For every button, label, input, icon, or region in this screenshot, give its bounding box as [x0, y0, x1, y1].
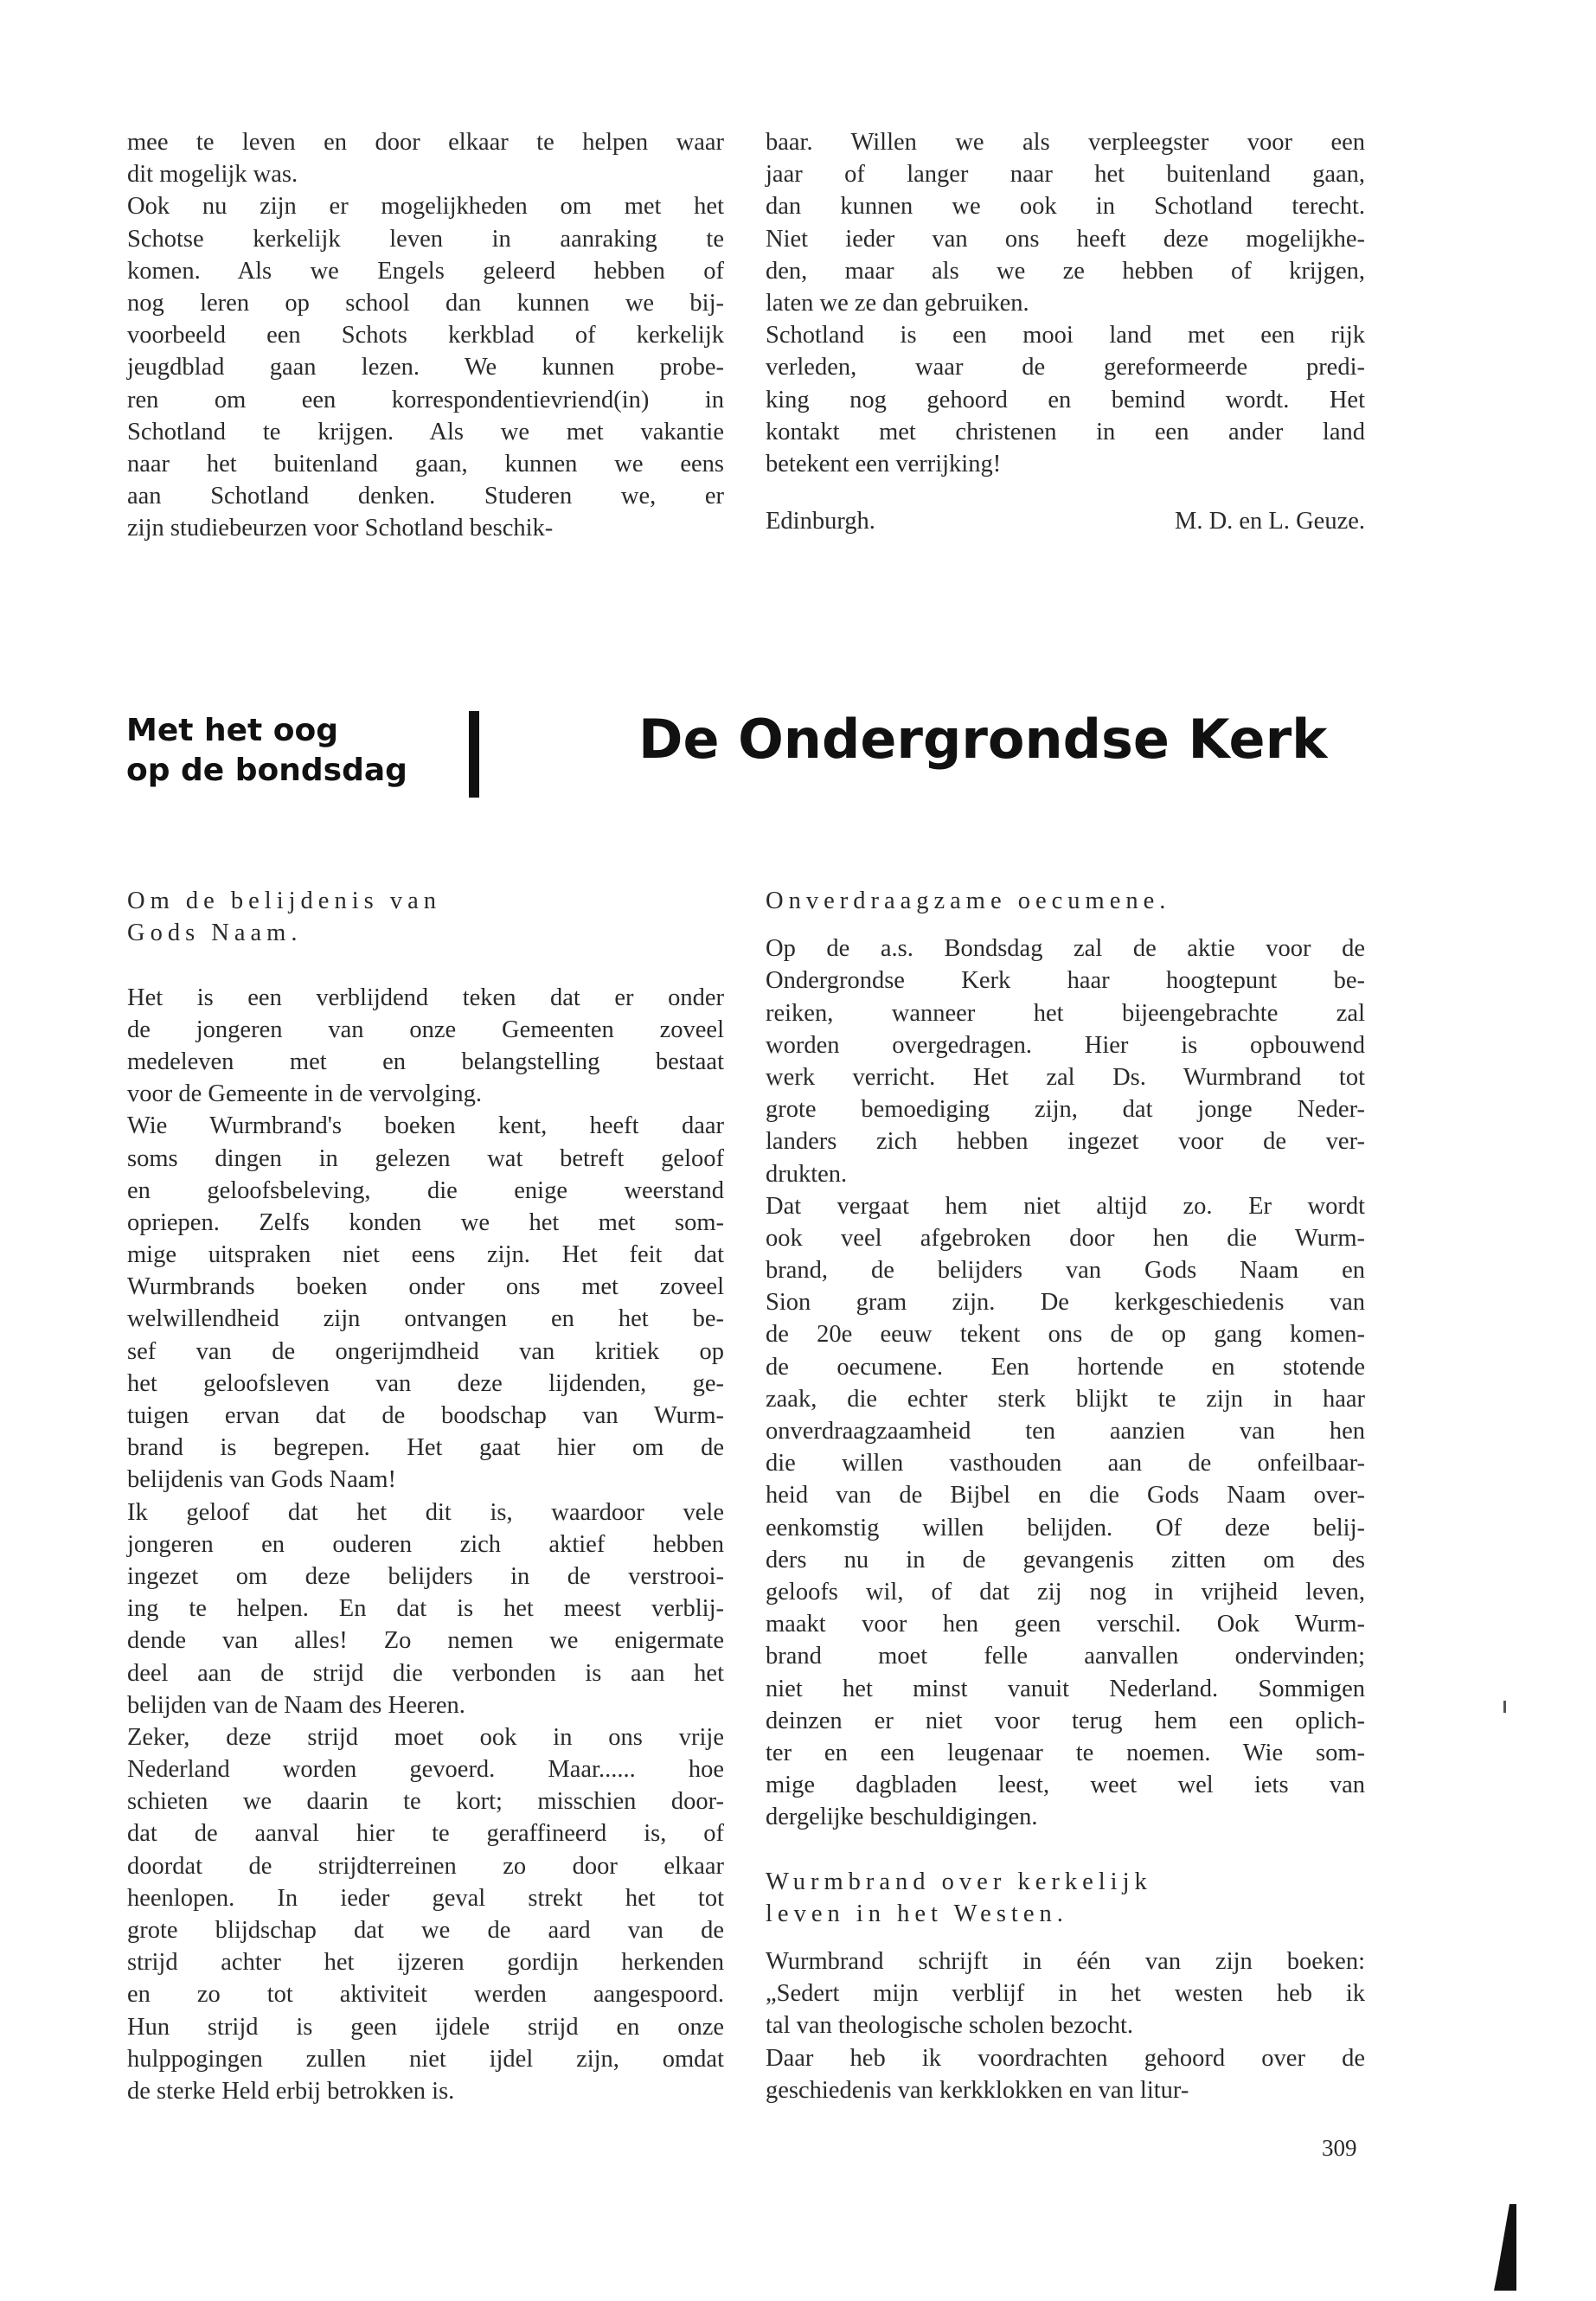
text-line: de sterke Held erbij betrokken is. [127, 2077, 455, 2105]
text-line: de 20e eeuw tekent ons de op gang komen- [766, 1321, 1365, 1349]
section-heading-bondsdag [126, 711, 407, 791]
text-line: voor de Gemeente in de vervolging. [127, 1080, 482, 1108]
text-line: doordat de strijdterreinen zo door elkaar [127, 1852, 724, 1880]
text-line: Daar heb ik voordrachten gehoord over de [766, 2044, 1365, 2072]
text-line: Schotse kerkelijk leven in aanraking te [127, 225, 724, 253]
text-line: strijd achter het ijzeren gordijn herkenden [127, 1949, 724, 1977]
text-line: zijn studiebeurzen voor Schotland beschik- [127, 515, 554, 542]
text-line: kontakt met christenen in een ander land [766, 418, 1365, 445]
text-line: Het is een verblijdend teken dat er onder [127, 984, 724, 1011]
text-line: de jongeren van onze Gemeenten zoveel [127, 1016, 724, 1043]
text-line: Ik geloof dat het dit is, waardoor vele [127, 1498, 724, 1526]
text-line: aan Schotland denken. Studeren we, er [127, 483, 724, 510]
text-line: dit mogelijk was. [127, 161, 298, 189]
text-line: opriepen. Zelfs konden we het met som- [127, 1208, 724, 1236]
text-line: belijden van de Naam des Heeren. [127, 1691, 465, 1719]
subheading: Om de belijdenis van [127, 888, 441, 914]
paragraph-gap [766, 917, 1365, 933]
text-line: het geloofsleven van deze lijdenden, ge- [127, 1369, 724, 1397]
text-line: maakt voor hen geen verschil. Ook Wurm- [766, 1611, 1365, 1638]
article-title: De Ondergrondse Kerk [638, 708, 1328, 771]
text-line: Zeker, deze strijd moet ook in ons vrije [127, 1723, 724, 1751]
text-line: worden overgedragen. Hier is opbouwend [766, 1031, 1365, 1059]
text-line: reiken, wanneer het bijeengebrachte zal [766, 999, 1365, 1027]
text-line: Nederland worden gevoerd. Maar...... hoe [127, 1756, 724, 1784]
text-line: ook veel afgebroken door hen die Wurm- [766, 1224, 1365, 1252]
text-line: tuigen ervan dat de boodschap van Wurm- [127, 1402, 724, 1429]
subheading: Wurmbrand over kerkelijk [766, 1868, 1152, 1895]
text-line: dan kunnen we ook in Schotland terecht. [766, 193, 1365, 221]
text-line: Dat vergaat hem niet altijd zo. Er wordt [766, 1192, 1365, 1220]
text-line: dat de aanval hier te geraffineerd is, of [127, 1820, 724, 1848]
text-line: mee te leven en door elkaar te helpen waar [127, 129, 724, 156]
text-line: geloofs wil, of dat zij nog in vrijheid leven, [766, 1578, 1365, 1606]
top-left-column [127, 126, 724, 544]
text-line: laten we ze dan gebruiken. [766, 289, 1029, 317]
text-line: eenkomstig willen belijden. Of deze belij- [766, 1514, 1365, 1541]
text-line: jongeren en ouderen zich aktief hebben [127, 1530, 724, 1558]
text-line: voorbeeld een Schots kerkblad of kerkelijk [127, 322, 724, 349]
text-line: schieten we daarin te kort; misschien door- [127, 1788, 724, 1816]
scan-edge-shape [1494, 2204, 1516, 2291]
text-line: ing te helpen. En dat is het meest verblij- [127, 1595, 724, 1623]
signoff-author: M. D. en L. Geuze. [1174, 508, 1365, 535]
subheading: leven in het Westen. [766, 1900, 1068, 1927]
text-line: brand moet felle aanvallen ondervinden; [766, 1643, 1365, 1670]
text-line: zaak, die echter sterk blijkt te zijn in haar [766, 1385, 1365, 1413]
text-line: werk verricht. Het zal Ds. Wurmbrand tot [766, 1063, 1365, 1091]
text-line: baar. Willen we als verpleegster voor een [766, 129, 1365, 156]
paragraph-gap [127, 949, 724, 981]
text-line: ders nu in de gevangenis zitten om des [766, 1546, 1365, 1574]
margin-mark [1503, 1701, 1506, 1713]
text-line: tal van theologische scholen bezocht. [766, 2012, 1133, 2040]
text-line: mige dagbladen leest, weet wel iets van [766, 1772, 1365, 1799]
text-line: brand, de belijders van Gods Naam en [766, 1257, 1365, 1285]
text-line: naar het buitenland gaan, kunnen we eens [127, 450, 724, 478]
text-line: en geloofsbeleving, die enige weerstand [127, 1176, 724, 1204]
text-line: onverdraagzaamheid ten aanzien van hen [766, 1418, 1365, 1445]
text-line: niet het minst vanuit Nederland. Sommigen [766, 1675, 1365, 1702]
bottom-left-column [127, 885, 724, 2107]
text-line: Op de a.s. Bondsdag zal de aktie voor de [766, 935, 1365, 963]
text-line: nog leren op school dan kunnen we bij- [127, 289, 724, 317]
text-line: Hun strijd is geen ijdele strijd en onze [127, 2013, 724, 2041]
text-line: Schotland te krijgen. Als we met vakantie [127, 418, 724, 445]
text-line: heid van de Bijbel en die Gods Naam over- [766, 1482, 1365, 1509]
text-line: de oecumene. Een hortende en stotende [766, 1353, 1365, 1381]
text-line: deinzen er niet voor terug hem een oplich- [766, 1707, 1365, 1734]
text-line: grote bemoediging zijn, dat jonge Neder- [766, 1096, 1365, 1124]
text-line: betekent een verrijking! [766, 450, 1002, 478]
text-line: soms dingen in gelezen wat betreft geloof [127, 1144, 724, 1172]
subheading: Onverdraagzame oecumene. [766, 888, 1171, 914]
text-line: geschiedenis van kerkklokken en van litur- [766, 2076, 1189, 2104]
scan-edge-mark [1490, 2204, 1516, 2291]
text-line: Wurmbrands boeken onder ons met zoveel [127, 1273, 724, 1301]
text-line: jaar of langer naar het buitenland gaan, [766, 161, 1365, 189]
top-right-column [766, 126, 1365, 480]
text-line: Wie Wurmbrand's boeken kent, heeft daar [127, 1112, 724, 1140]
text-line: en zo tot aktiviteit werden aangespoord. [127, 1981, 724, 2009]
text-line: brand is begrepen. Het gaat hier om de [127, 1434, 724, 1462]
text-line: Niet ieder van ons heeft deze mogelijkhe- [766, 225, 1365, 253]
text-line: welwillendheid zijn ontvangen en het be- [127, 1305, 724, 1333]
text-line: verleden, waar de gereformeerde predi- [766, 354, 1365, 381]
text-line: hulppogingen zullen niet ijdel zijn, omdat [127, 2045, 724, 2073]
text-line: medeleven met en belangstelling bestaat [127, 1048, 724, 1075]
paragraph-gap [766, 1930, 1365, 1945]
bottom-right-column [766, 885, 1365, 2106]
text-line: deel aan de strijd die verbonden is aan het [127, 1659, 724, 1687]
text-line: „Sedert mijn verblijf in het westen heb ik [766, 1980, 1365, 2008]
text-line: landers zich hebben ingezet voor de ver- [766, 1128, 1365, 1156]
text-line: ren om een korrespondentievriend(in) in [127, 386, 724, 413]
subheading: Gods Naam. [127, 920, 303, 947]
text-line: belijdenis van Gods Naam! [127, 1466, 397, 1494]
heading-divider-bar [469, 711, 479, 798]
text-line: dergelijke beschuldigingen. [766, 1804, 1038, 1831]
text-line: ter en een leugenaar te noemen. Wie som- [766, 1739, 1365, 1766]
text-line: Schotland is een mooi land met een rijk [766, 322, 1365, 349]
text-line: Ook nu zijn er mogelijkheden om met het [127, 193, 724, 221]
paragraph-gap [766, 1833, 1365, 1865]
text-line: jeugdblad gaan lezen. We kunnen probe- [127, 354, 724, 381]
text-line: sef van de ongerijmdheid van kritiek op [127, 1337, 724, 1365]
text-line: king nog gehoord en bemind wordt. Het [766, 386, 1365, 413]
text-line: die willen vasthouden aan de onfeilbaar- [766, 1450, 1365, 1477]
heading-line: op de bondsdag [126, 753, 407, 788]
text-line: Sion gram zijn. De kerkgeschiedenis van [766, 1289, 1365, 1317]
text-line: drukten. [766, 1160, 848, 1188]
text-line: heenlopen. In ieder geval strekt het tot [127, 1884, 724, 1912]
heading-line: Met het oog [126, 713, 339, 748]
signoff [766, 508, 1365, 535]
text-line: komen. Als we Engels geleerd hebben of [127, 257, 724, 285]
text-line: mige uitspraken niet eens zijn. Het feit dat [127, 1241, 724, 1269]
text-line: Wurmbrand schrijft in één van zijn boeken: [766, 1948, 1365, 1975]
text-line: den, maar als we ze hebben of krijgen, [766, 257, 1365, 285]
text-line: grote blijdschap dat we de aard van de [127, 1917, 724, 1944]
text-line: dende van alles! Zo nemen we enigermate [127, 1627, 724, 1655]
page-number: 309 [1322, 2135, 1357, 2161]
text-line: Ondergrondse Kerk haar hoogtepunt be- [766, 967, 1365, 995]
text-line: ingezet om deze belijders in de verstrooi- [127, 1562, 724, 1590]
signoff-place: Edinburgh. [766, 508, 875, 535]
